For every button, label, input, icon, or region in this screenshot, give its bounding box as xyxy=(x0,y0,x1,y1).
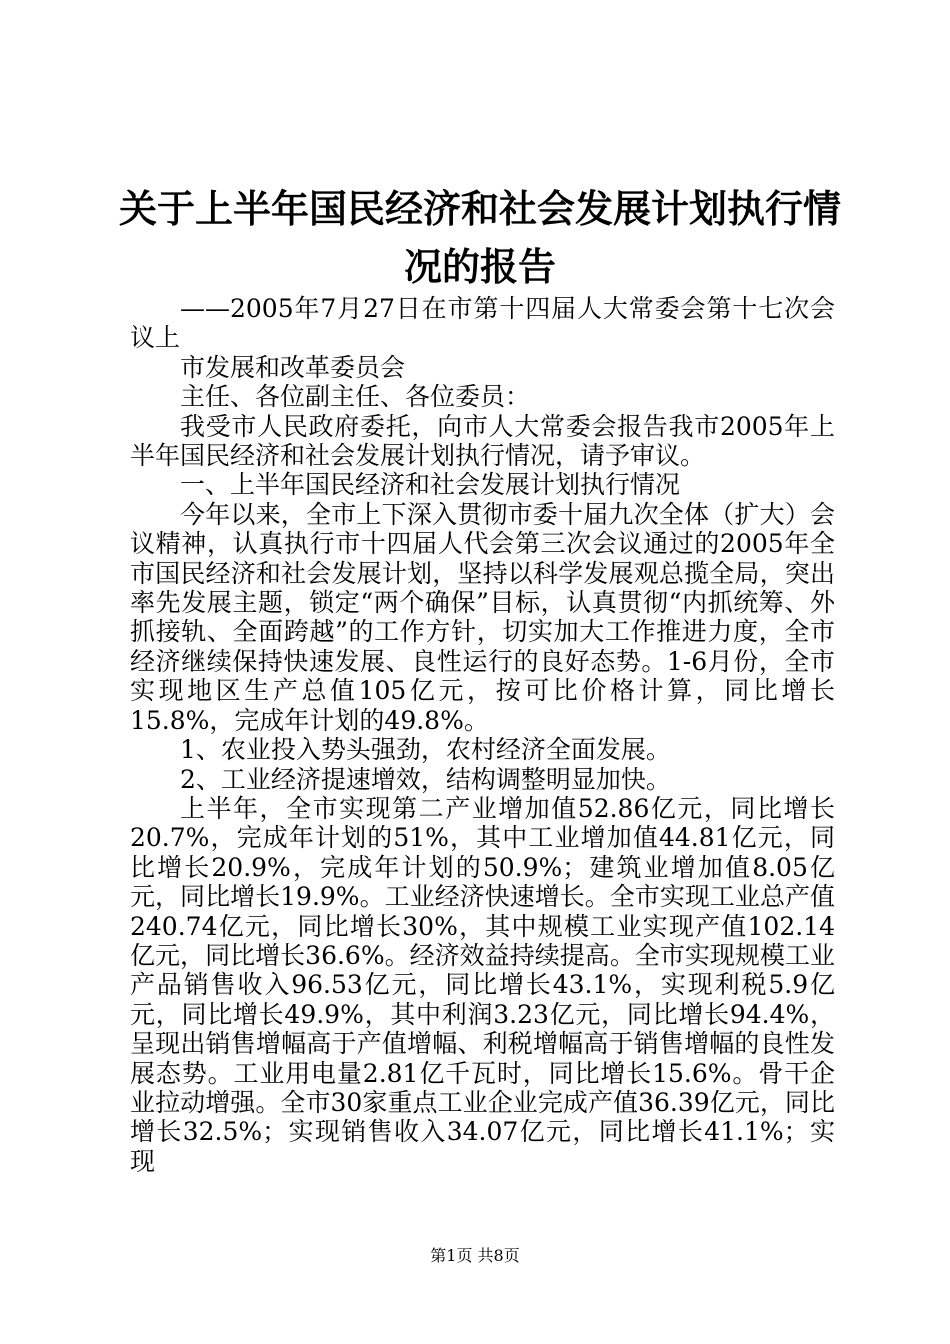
subsection-heading: 1、农业投入势头强劲，农村经济全面发展。 xyxy=(180,735,671,765)
paragraph: 今年以来，全市上下深入贯彻市委十届九次全体（扩大）会议精神，认真执行市十四届人代会第三次会议通过的2005年全市国民经济和社会发展计划，坚持以科学发展观总揽全局，突出率先发展主题，锁定“两个确保”目标，认真贯彻“内抓统筹、外抓接轨、全面跨越”的工作方针，切实加大工作推进力度，全市经济继续保持快速发展、良性运行的良好态势。1-6月份，全市实现地区生产总值105亿元，按可比价格计算，同比增长15.8%，完成年计划的49.8%。 xyxy=(130,499,835,735)
paragraph: 我受市人民政府委托，向市人大常委会报告我市2005年上半年国民经济和社会发展计划执行情况，请予审议。 xyxy=(130,411,835,471)
subtitle-line: ——2005年7月27日在市第十四届人大常委会第十七次会议上 xyxy=(130,294,835,353)
subsection-heading: 2、工业经济提速增效，结构调整明显加快。 xyxy=(180,764,671,794)
document-title: 关于上半年国民经济和社会发展计划执行情况的报告 xyxy=(118,186,841,289)
page-footer: 第1页 共8页 xyxy=(430,1246,520,1265)
section-heading: 一、上半年国民经济和社会发展计划执行情况 xyxy=(180,470,681,500)
issuer-line: 市发展和改革委员会 xyxy=(180,352,406,382)
document-body xyxy=(130,294,835,1176)
paragraph: 上半年，全市实现第二产业增加值52.86亿元，同比增长20.7%，完成年计划的51%，其中工业增加值44.81亿元，同比增长20.9%，完成年计划的50.9%；建筑业增加值8.05亿元，同比增长19.9%。工业经济快速增长。全市实现工业总产值240.74亿元，同比增长30%，其中规模工业实现产值102.14亿元，同比增长36.6%。经济效益持续提高。全市实现规模工业产品销售收入96.53亿元，同比增长43.1%，实现利税5.9亿元，同比增长49.9%，其中利润3.23亿元，同比增长94.4%，呈现出销售增幅高于产值增幅、利税增幅高于销售增幅的良性发展态势。工业用电量2.81亿千瓦时，同比增长15.6%。骨干企业拉动增强。全市30家重点工业企业完成产值36.39亿元，同比增长32.5%；实现销售收入34.07亿元，同比增长41.1%；实现 xyxy=(130,793,835,1176)
salutation: 主任、各位副主任、各位委员： xyxy=(180,382,531,412)
